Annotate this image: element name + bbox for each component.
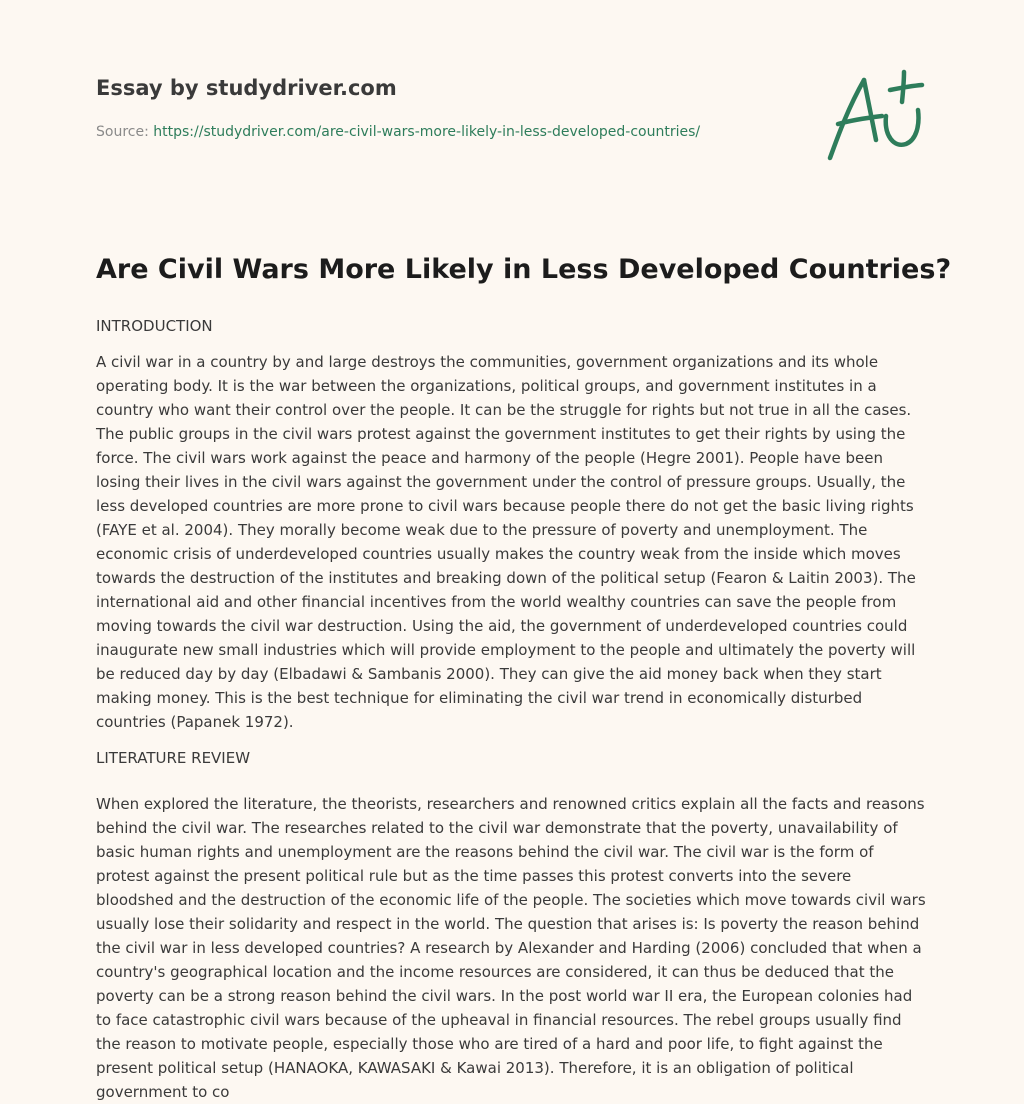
page-header bbox=[96, 0, 930, 200]
a-plus-logo-icon bbox=[824, 66, 928, 166]
section-heading-introduction: INTRODUCTION bbox=[96, 317, 213, 335]
source-link[interactable]: https://studydriver.com/are-civil-wars-more-likely-in-less-developed-countries/ bbox=[153, 124, 701, 140]
literature-review-paragraph: When explored the literature, the theorists, researchers and renowned critics explain all the facts and reasons behind the civil war. The researches related to the civil war demonstrate that the poverty, unavailability of basic human rights and unemployment are the reasons behind the civil war. The civil war is the form of protest against the present political rule but as the time passes this protest converts into the severe bloodshed and the destruction of the economic life of the people. The societies which move towards civil wars usually lose their solidarity and respect in the world. The question that arises is: Is poverty the reason behind the civil war in less developed countries? A research by Alexander and Harding (2006) concluded that when a country's geographical location and the income resources are considered, it can thus be deduced that the poverty can be a strong reason behind the civil wars. In the post world war II era, the European colonies had to face catastrophic civil wars because of the upheaval in financial resources. The rebel groups usually find the reason to motivate people, especially those who are tired of a hard and poor life, to fight against the present political setup (HANAOKA, KAWASAKI & Kawai 2013). Therefore, it is an obligation of political government to co bbox=[96, 795, 926, 1101]
essay-title: Are Civil Wars More Likely in Less Developed Countries? bbox=[96, 254, 952, 285]
source-line bbox=[96, 124, 700, 140]
essay-page bbox=[96, 0, 952, 1101]
source-label: Source: bbox=[96, 124, 154, 140]
section-heading-literature-review: LITERATURE REVIEW bbox=[96, 749, 251, 767]
site-title: Essay by studydriver.com bbox=[96, 76, 397, 100]
introduction-paragraph: A civil war in a country by and large destroys the communities, government organizations and its whole operating body. It is the war between the organizations, political groups, and government institutes in a country who want their control over the people. It can be the struggle for rights but not true in all the cases. The public groups in the civil wars protest against the government institutes to get their rights by using the force. The civil wars work against the peace and harmony of the people (Hegre 2001). People have been losing their lives in the civil wars against the government under the control of pressure groups. Usually, the less developed countries are more prone to civil wars because people there do not get the basic living rights (FAYE et al. 2004). They morally become weak due to the pressure of poverty and unemployment. The economic crisis of underdeveloped countries usually makes the country weak from the inside which moves towards the destruction of the institutes and breaking down of the political setup (Fearon & Laitin 2003). The international aid and other financial incentives from the world wealthy countries can save the people from moving towards the civil war destruction. Using the aid, the government of underdeveloped countries could inaugurate new small industries which will provide employment to the people and ultimately the poverty will be reduced day by day (Elbadawi & Sambanis 2000). They can give the aid money back when they start making money. This is the best technique for eliminating the civil war trend in economically disturbed countries (Papanek 1972). bbox=[96, 353, 916, 731]
essay-body bbox=[96, 314, 930, 1104]
